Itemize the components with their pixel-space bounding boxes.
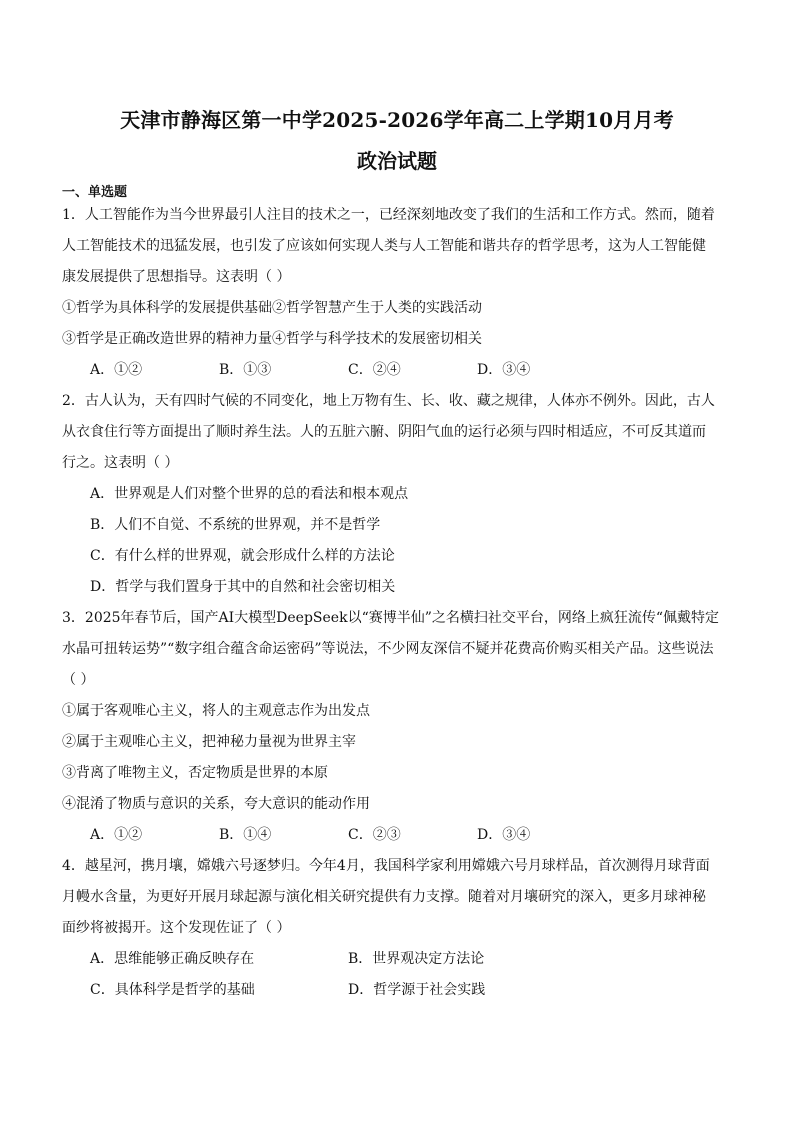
option-a: A．①② xyxy=(90,827,143,843)
question-stem-line: 月幔水含量，为更好开展月球起源与演化相关研究提供有力支撑。随着对月壤研究的深入，更多月球神秘 xyxy=(62,889,706,905)
answer-options xyxy=(62,975,730,1006)
answer-options xyxy=(62,355,730,386)
answer-options xyxy=(62,944,730,975)
section-heading: 一、单选题 xyxy=(62,185,128,200)
statement: ③背离了唯物主义，否定物质是世界的本原 xyxy=(62,765,328,781)
statement: ①属于客观唯心主义，将人的主观意志作为出发点 xyxy=(62,703,370,719)
question-list xyxy=(62,200,730,1006)
question-stem-line: 4．越星河，携月壤，嫦娥六号逐梦归。今年4月，我国科学家利用嫦娥六号月球样品，首次测得月球背面 xyxy=(62,858,710,874)
question-4 xyxy=(62,851,730,1006)
question-stem-line: 水晶可扭转运势”“数字组合蕴含命运密码”等说法，不少网友深信不疑并花费高价购买相关产品。这些说法 xyxy=(62,641,714,657)
question-stem-line: 面纱将被揭开。这个发现佐证了（ ） xyxy=(62,920,291,936)
exam-title: 天津市静海区第一中学2025-2026学年高二上学期10月月考 xyxy=(120,108,674,132)
question-2 xyxy=(62,386,730,603)
question-3 xyxy=(62,603,730,851)
statement: ④混淆了物质与意识的关系，夸大意识的能动作用 xyxy=(62,796,370,812)
statement: ①哲学为具体科学的发展提供基础②哲学智慧产生于人类的实践活动 xyxy=(62,300,482,316)
question-stem-line: 2．古人认为，天有四时气候的不同变化，地上万物有生、长、收、藏之规律，人体亦不例外。因此，古人 xyxy=(62,393,715,409)
question-stem-line: 从衣食住行等方面提出了顺时养生法。人的五脏六腑、阴阳气血的运行必须与四时相适应，不可反其道而 xyxy=(62,424,706,440)
option-d: D．哲学与我们置身于其中的自然和社会密切相关 xyxy=(90,579,396,595)
option-a: A．①② xyxy=(90,362,143,378)
option-c: C．②④ xyxy=(348,362,401,378)
option-a: A．思维能够正确反映存在 xyxy=(90,951,255,967)
question-stem-line: 行之。这表明（ ） xyxy=(62,455,179,471)
option-b: B．人们不自觉、不系统的世界观，并不是哲学 xyxy=(90,517,381,533)
question-stem-line: 1．人工智能作为当今世界最引人注目的技术之一，已经深刻地改变了我们的生活和工作方式。然而，随着 xyxy=(62,207,715,223)
statement: ③哲学是正确改造世界的精神力量④哲学与科学技术的发展密切相关 xyxy=(62,331,482,347)
option-b: B．世界观决定方法论 xyxy=(348,951,485,967)
question-stem-line: （ ） xyxy=(62,672,95,688)
answer-options xyxy=(62,820,730,851)
option-d: D．哲学源于社会实践 xyxy=(348,982,486,998)
option-c: C．具体科学是哲学的基础 xyxy=(90,982,255,998)
option-a: A．世界观是人们对整个世界的总的看法和根本观点 xyxy=(90,486,409,502)
question-stem-line: 3．2025年春节后，国产AI大模型DeepSeek以“赛博半仙”之名横扫社交平台，网络上疯狂流传“佩戴特定 xyxy=(62,610,720,626)
exam-subject: 政治试题 xyxy=(357,149,437,173)
question-1 xyxy=(62,200,730,386)
question-stem-line: 人工智能技术的迅猛发展，也引发了应该如何实现人类与人工智能和谐共存的哲学思考，这为人工智能健 xyxy=(62,238,706,254)
option-c: C．②③ xyxy=(348,827,401,843)
option-d: D．③④ xyxy=(477,827,531,843)
option-d: D．③④ xyxy=(477,362,531,378)
option-b: B．①③ xyxy=(219,362,272,378)
question-stem-line: 康发展提供了思想指导。这表明（ ） xyxy=(62,269,291,285)
option-c: C．有什么样的世界观，就会形成什么样的方法论 xyxy=(90,548,395,564)
option-b: B．①④ xyxy=(219,827,272,843)
statement: ②属于主观唯心主义，把神秘力量视为世界主宰 xyxy=(62,734,356,750)
